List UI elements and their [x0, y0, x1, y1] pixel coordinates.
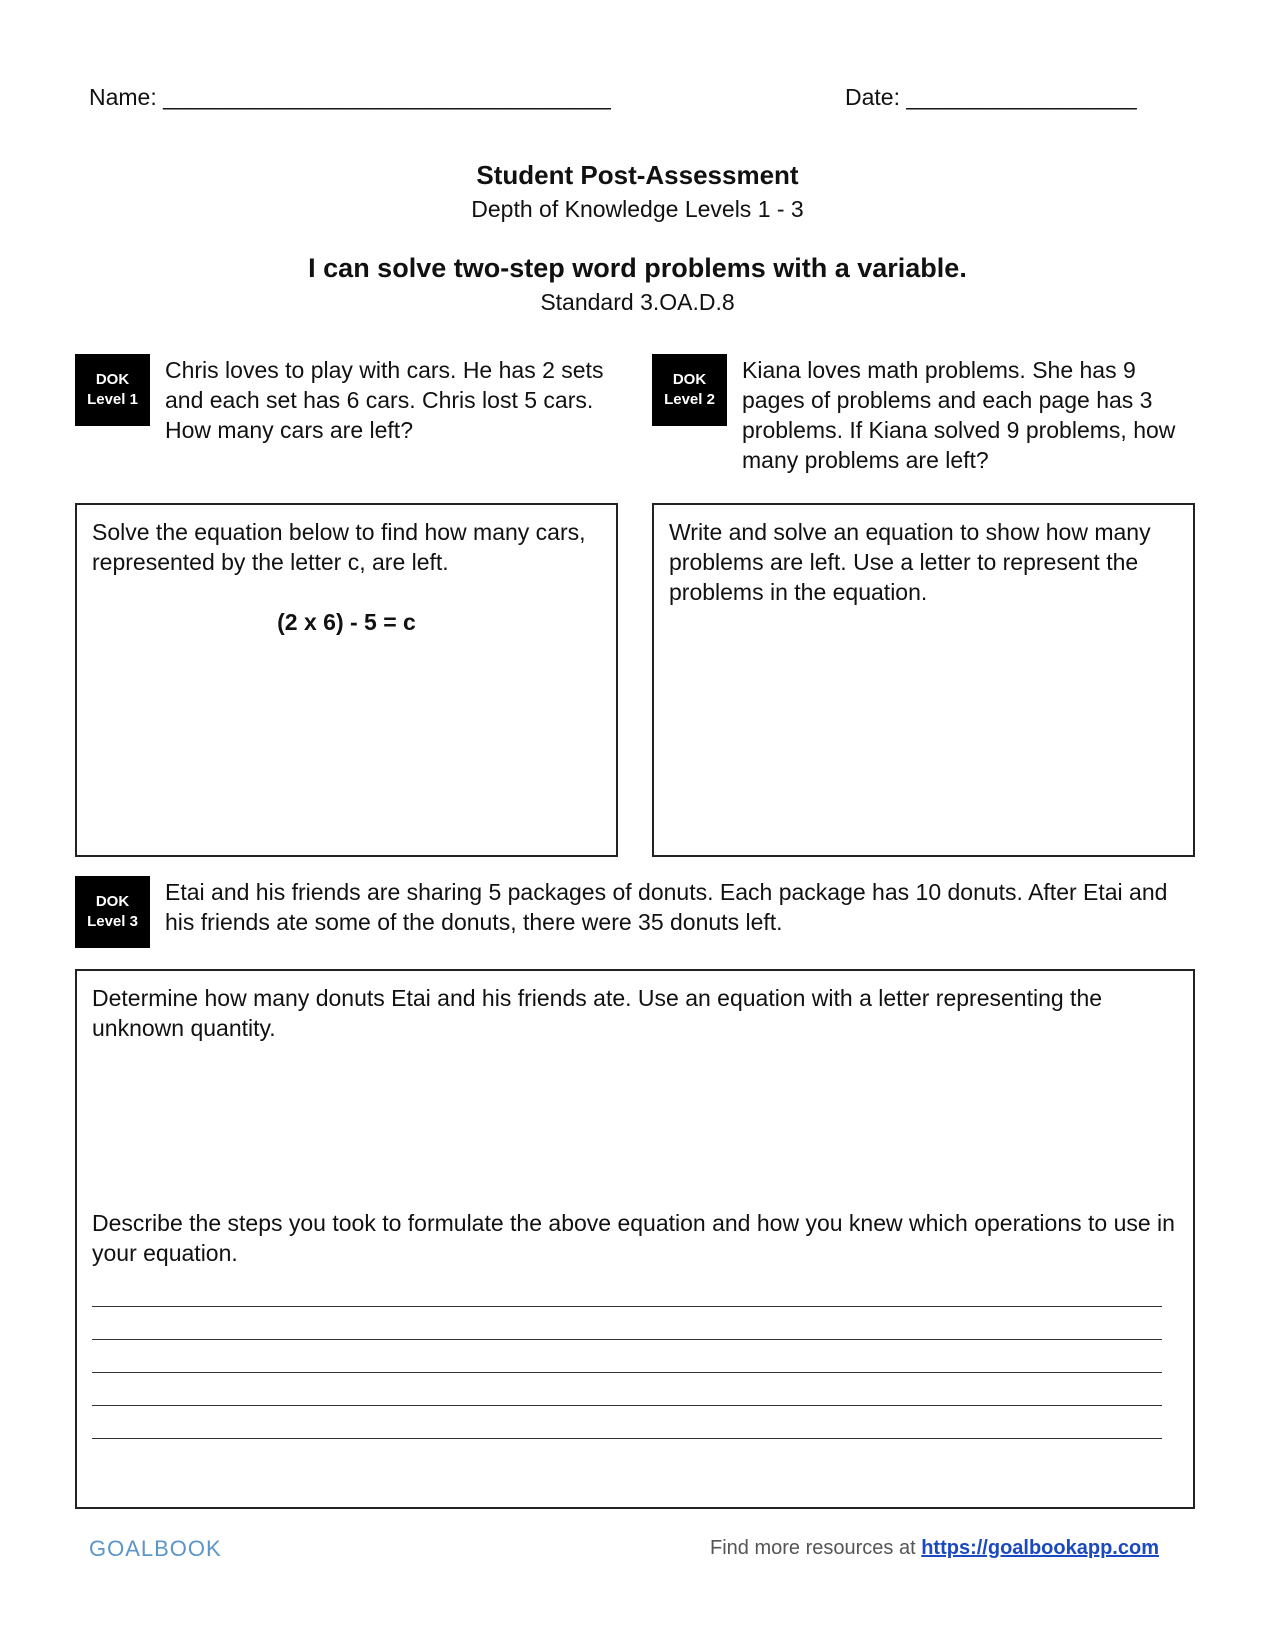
page-title: Student Post-Assessment: [476, 160, 799, 190]
learning-objective: I can solve two-step word problems with a variable.: [308, 253, 967, 283]
problem-2-text: Kiana loves math problems. She has 9 pages of problems and each page has 3 problems. If Kiana solved 9 problems, how many problems are left?: [742, 357, 1176, 473]
problem-2-answer-box[interactable]: [652, 503, 1195, 857]
problem-1-equation: (2 x 6) - 5 = c: [277, 609, 416, 635]
dok-level-2-badge: [652, 354, 727, 426]
dok-badge-bottom: Level 1: [87, 391, 138, 408]
problem-1-instruction: Solve the equation below to find how many cars, represented by the letter c, are left.: [92, 519, 586, 575]
goalbook-link[interactable]: https://goalbookapp.com: [921, 1537, 1159, 1559]
writing-line[interactable]: [92, 1339, 1162, 1340]
dok-level-1-badge: [75, 354, 150, 426]
dok-badge-bottom: Level 2: [664, 391, 715, 408]
dok-badge-top: DOK: [95, 371, 130, 388]
goalbook-logo: GOALBOOK: [89, 1536, 222, 1561]
footer-resources-label: Find more resources at: [710, 1537, 916, 1559]
dok-badge-top: DOK: [672, 371, 707, 388]
dok-badge-top: DOK: [95, 893, 130, 910]
problem-3-text: Etai and his friends are sharing 5 packages of donuts. Each package has 10 donuts. After Etai and his friends ate some of the donuts, there were 35 donuts left.: [165, 879, 1168, 935]
footer-resources: [710, 1537, 1159, 1560]
date-field-label[interactable]: Date: __________________: [845, 84, 1137, 110]
problem-1-answer-box[interactable]: [75, 503, 618, 857]
writing-line[interactable]: [92, 1306, 1162, 1307]
problem-3-answer-box[interactable]: [75, 969, 1195, 1509]
name-field-label[interactable]: Name: ___________________________________: [89, 84, 611, 110]
dok-level-3-badge: [75, 876, 150, 948]
writing-line[interactable]: [92, 1372, 1162, 1373]
dok-badge-bottom: Level 3: [87, 913, 138, 930]
writing-line[interactable]: [92, 1438, 1162, 1439]
problem-1-text: Chris loves to play with cars. He has 2 sets and each set has 6 cars. Chris lost 5 cars. How many cars are left?: [165, 357, 604, 443]
standard-label: Standard 3.OA.D.8: [540, 289, 735, 315]
problem-3-describe-prompt: Describe the steps you took to formulate the above equation and how you knew which operations to use in your equation.: [92, 1210, 1175, 1266]
page-subtitle: Depth of Knowledge Levels 1 - 3: [471, 196, 804, 222]
writing-line[interactable]: [92, 1405, 1162, 1406]
problem-3-instruction: Determine how many donuts Etai and his friends ate. Use an equation with a letter representing the unknown quantity.: [92, 985, 1103, 1041]
problem-2-instruction: Write and solve an equation to show how many problems are left. Use a letter to represent the problems in the equation.: [669, 519, 1151, 605]
